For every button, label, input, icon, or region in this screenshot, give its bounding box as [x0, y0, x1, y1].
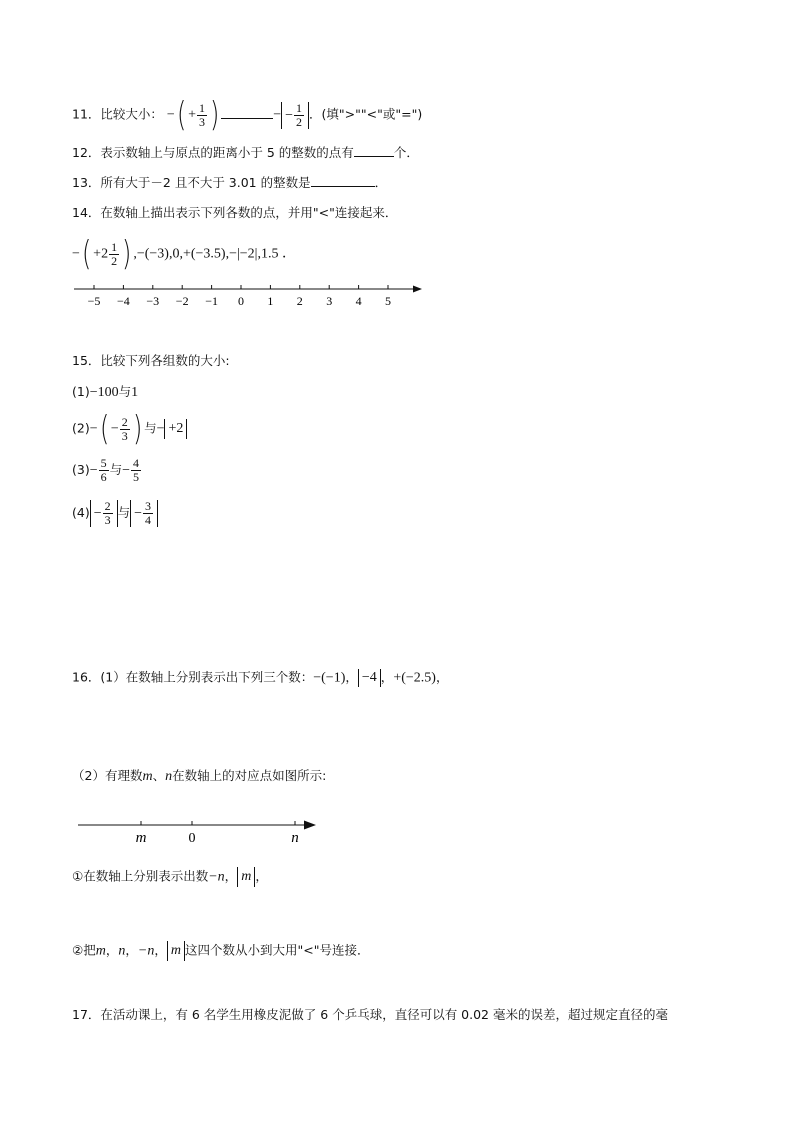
- q16-p2-text: （2）有理数: [72, 768, 143, 783]
- q16-s2-text: ②把: [72, 942, 96, 958]
- q11-fraction-1: $\frac{1}{3}$: [198, 100, 205, 129]
- q15-p1-expr: −100: [89, 385, 119, 400]
- q15-p1-b: 1: [131, 385, 139, 400]
- q11-label: 11．比较大小：: [72, 106, 163, 122]
- q15-part-2: [72, 409, 187, 449]
- tick-label: −2: [175, 294, 189, 308]
- question-13: [72, 175, 387, 191]
- q16-s2-sep3: ，: [154, 942, 167, 958]
- paren-open-icon: (: [176, 95, 187, 135]
- q14-number-line: [70, 280, 430, 310]
- q13-text: 13．所有大于－2 且不大于 3.01 的整数是: [72, 175, 311, 190]
- q11-abs: − $\frac{1}{2}$: [281, 102, 309, 129]
- tick-label: 2: [296, 294, 303, 308]
- q16-s2-sep2: ，: [125, 942, 138, 958]
- q15-p4-fraction-1: $\frac{2}{3}$: [104, 499, 111, 527]
- q16-s2-n: n: [118, 943, 126, 959]
- q15-p1-with: 与: [118, 384, 132, 399]
- q15-p2-inner-neg: −: [110, 421, 119, 437]
- q14-neg: −: [72, 246, 80, 262]
- q15-p3-neg: −: [89, 463, 98, 478]
- axis-label-0: 0: [188, 831, 196, 846]
- tick-label: 3: [326, 294, 333, 308]
- paren-open-icon: (: [99, 409, 109, 449]
- question-11: [72, 95, 423, 135]
- tick-label: 5: [385, 294, 391, 308]
- q15-p3-fraction-2: $\frac{4}{5}$: [133, 456, 140, 484]
- q16-s2-negn: −n: [137, 943, 155, 959]
- q11-answer-blank[interactable]: [221, 118, 273, 119]
- q15-p3-neg2: −: [122, 463, 131, 478]
- tick-label: −1: [205, 294, 218, 308]
- paren-close-icon: ): [122, 234, 132, 274]
- tick-label: 1: [267, 294, 274, 308]
- tick-label: −5: [87, 294, 101, 308]
- q14-number-list: [72, 234, 296, 274]
- q16-p1-text: 16．(1）在数轴上分别表示出下列三个数：: [72, 669, 314, 685]
- q15-p2-label: (2): [72, 420, 90, 436]
- q15-title: 15．比较下列各组数的大小:: [72, 353, 230, 368]
- q16-s1-abs: m: [237, 867, 255, 887]
- q16-number-line: [76, 815, 326, 847]
- q11-neg2: −: [273, 107, 282, 123]
- paren-close-icon: ): [209, 95, 220, 135]
- q16-p2-n: n: [165, 769, 173, 784]
- q15-p4-fraction-2: $\frac{3}{4}$: [145, 499, 152, 527]
- q16-p1-end: ，: [435, 669, 449, 685]
- q13-text-end: ．: [374, 175, 388, 190]
- q15-p2-abs: +2: [164, 419, 187, 439]
- q15-p3-fraction-1: $\frac{5}{6}$: [100, 456, 107, 484]
- q15-p2-with: 与: [144, 420, 157, 436]
- axis-label-n: n: [291, 830, 299, 846]
- q15-p2-fraction: $\frac{2}{3}$: [121, 414, 128, 443]
- q15-p4-abs-1: − $\frac{2}{3}$: [90, 500, 118, 527]
- q17-text: 17．在活动课上，有 6 名学生用橡皮泥做了 6 个乒乓球，直径可以有 0.02 毫米的误差，超过规定直径的毫: [72, 1007, 668, 1022]
- q11-fraction-2: $\frac{1}{2}$: [296, 100, 303, 129]
- q16-s1-expr: −n: [208, 869, 225, 885]
- q16-p1-c-plus: +: [393, 670, 402, 686]
- question-14: [72, 205, 397, 221]
- q16-p2-sep: 、: [152, 768, 166, 783]
- tick-label: 0: [238, 294, 244, 308]
- q14-mixed-fraction: $\frac{1}{2}$: [111, 239, 118, 268]
- question-17: [72, 1007, 668, 1023]
- q16-p1-b: −4: [358, 669, 381, 687]
- q11-neg: −: [166, 107, 175, 123]
- q16-subpart-1: [72, 867, 268, 887]
- q16-p2-m: m: [142, 769, 153, 784]
- q14-whole: +2: [93, 246, 109, 262]
- q16-sep: ，: [345, 669, 358, 685]
- q14-rest: ,−(−3),0,+(−3.5),−|−2|,1.5 ．: [133, 246, 296, 262]
- q16-s2-rest: 这四个数从小到大用"<"号连接．: [184, 942, 370, 958]
- q15-p4-label: (4): [72, 505, 90, 520]
- q16-p1-c: (−2.5): [401, 670, 436, 686]
- q11-plus: +: [188, 107, 196, 123]
- tick-label: −3: [146, 294, 160, 308]
- q16-p2-rest: 在数轴上的对应点如图所示:: [172, 768, 327, 783]
- q16-subpart-2: [72, 941, 369, 961]
- q16-s1-text: ①在数轴上分别表示出数: [72, 868, 209, 884]
- q16-s2-abs: m: [167, 941, 185, 961]
- q14-text: 14．在数轴上描出表示下列各数的点，并用"<"连接起来．: [72, 205, 398, 220]
- arrow-icon: [413, 286, 422, 293]
- paren-open-icon: (: [81, 234, 92, 274]
- q15-p3-label: (3): [72, 462, 90, 477]
- q15-part-1: [72, 384, 138, 401]
- q11-hint: ．(填">""<"或"="): [309, 106, 423, 122]
- q15-part-4: [72, 500, 158, 527]
- tick-label: −4: [117, 294, 130, 308]
- q12-text-end: 个．: [393, 145, 419, 160]
- q15-p4-with: 与: [117, 505, 131, 520]
- q16-s2-m: m: [95, 943, 106, 959]
- question-15: [72, 353, 230, 369]
- axis-label-m: m: [135, 830, 147, 846]
- q15-p4-abs-2: − $\frac{3}{4}$: [130, 500, 158, 527]
- q13-answer-blank[interactable]: [311, 186, 375, 187]
- q15-p2-neg2: −: [156, 421, 165, 437]
- question-12: [72, 145, 419, 161]
- q16-s2-sep: ，: [105, 942, 119, 958]
- q15-part-3: [72, 457, 142, 484]
- q16-s1-end: ，: [255, 868, 268, 884]
- q12-text: 12．表示数轴上与原点的距离小于 5 的整数的点有: [72, 145, 354, 160]
- q15-p1-label: (1): [72, 384, 90, 399]
- q15-p3-with: 与: [109, 462, 123, 477]
- arrow-icon: [304, 821, 316, 830]
- question-16-part-2: [72, 768, 326, 785]
- q16-sep-2: ，: [380, 669, 394, 685]
- q12-answer-blank[interactable]: [354, 156, 394, 157]
- q15-p2-neg: −: [89, 421, 98, 437]
- q16-s1-sep: ，: [224, 868, 238, 884]
- paren-close-icon: ): [132, 409, 143, 449]
- question-16-part-1: [72, 669, 448, 687]
- tick-label: 4: [355, 294, 362, 308]
- q16-p1-a: −(−1): [313, 670, 346, 686]
